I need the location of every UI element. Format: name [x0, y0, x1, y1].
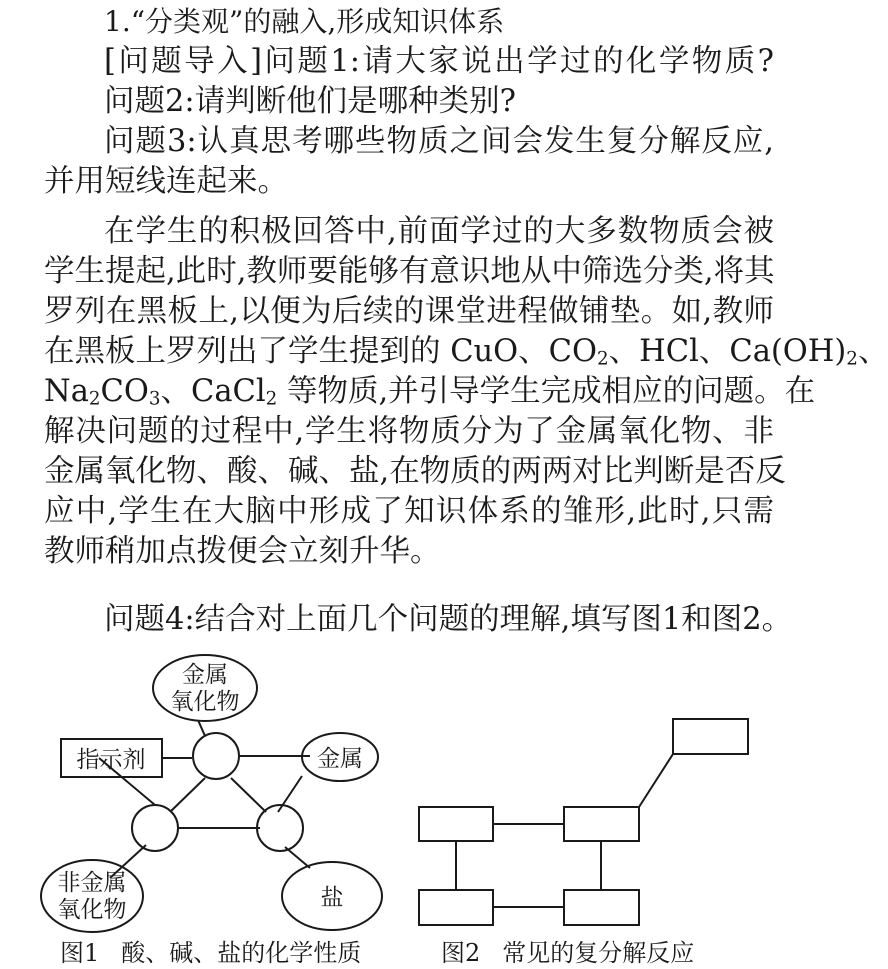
line-metaloxide-top — [198, 720, 205, 736]
paragraph-line-2: 学生提起,此时,教师要能够有意识地从中筛选分类,将其 — [44, 254, 775, 289]
line-top-left — [170, 778, 205, 812]
section-heading: 1.“分类观”的融入,形成知识体系 — [104, 5, 505, 38]
line-top-right — [231, 778, 266, 812]
line-top-diag-hidden — [205, 754, 268, 808]
fig2-line-diagonal — [639, 754, 673, 807]
question-2: 问题2:请判断他们是哪种类别? — [104, 84, 517, 119]
subscript: 2 — [597, 348, 609, 370]
text-run: 、 — [857, 334, 888, 369]
figure-2-number: 图2 — [441, 939, 481, 967]
nonmetal-oxide-label-2: 氧化物 — [57, 897, 127, 923]
indicator-label: 指示剂 — [76, 747, 146, 773]
paragraph-line-6: 解决问题的过程中,学生将物质分为了金属氧化物、非 — [44, 414, 774, 449]
subscript: 2 — [88, 388, 101, 410]
figure-2-title: 常见的复分解反应 — [502, 939, 695, 967]
paragraph-line-1: 在学生的积极回答中,前面学过的大多数物质会被 — [104, 214, 774, 249]
figure-1-title: 酸、碱、盐的化学性质 — [121, 939, 362, 967]
text-run: 、HCl、Ca(OH) — [608, 334, 847, 369]
nonmetal-oxide-label-1: 非金属 — [57, 870, 127, 896]
metal-oxide-label-2: 氧化物 — [170, 689, 240, 715]
fig2-box-top-right — [673, 719, 748, 754]
figure-2-caption — [441, 939, 694, 967]
figure-1-caption — [60, 939, 361, 967]
text-run: Na — [44, 374, 89, 409]
figure-1-number: 图1 — [60, 939, 100, 967]
subscript: 2 — [846, 348, 858, 370]
text-run: CO — [100, 374, 149, 409]
circle-top — [193, 733, 239, 779]
paragraph-line-8: 应中,学生在大脑中形成了知识体系的雏形,此时,只需 — [44, 494, 774, 529]
metal-label: 金属 — [317, 746, 363, 772]
text-run: 、CaCl — [160, 374, 266, 409]
paragraph-line-7: 金属氧化物、酸、碱、盐,在物质的两两对比判断是否反 — [44, 454, 786, 489]
subscript: 2 — [265, 388, 278, 410]
salt-label: 盐 — [320, 885, 344, 911]
metal-oxide-label-1: 金属 — [182, 662, 228, 688]
fig2-box-left-bottom — [419, 890, 493, 925]
subscript: 3 — [148, 388, 161, 410]
text-run: 等物质,并引导学生完成相应的问题。在 — [277, 374, 816, 409]
paragraph-line-9: 教师稍加点拨便会立刻升华。 — [44, 534, 441, 569]
question-4: 问题4:结合对上面几个问题的理解,填写图1和图2。 — [104, 602, 793, 637]
question-3-line-2: 并用短线连起来。 — [44, 164, 288, 199]
question-1: [问题导入]问题1:请大家说出学过的化学物质? — [104, 44, 774, 79]
circle-right — [257, 805, 303, 851]
text-run: 在黑板上罗列出了学生提到的 CuO、CO — [44, 334, 598, 369]
fig2-box-right-bottom — [564, 890, 639, 925]
fig2-box-right-top — [564, 807, 639, 841]
circle-left — [132, 805, 178, 851]
paragraph-line-3: 罗列在黑板上,以便为后续的课堂进程做铺垫。如,教师 — [44, 294, 774, 329]
question-3-line-1: 问题3:认真思考哪些物质之间会发生复分解反应, — [104, 124, 774, 159]
fig2-box-left-top — [419, 807, 493, 841]
